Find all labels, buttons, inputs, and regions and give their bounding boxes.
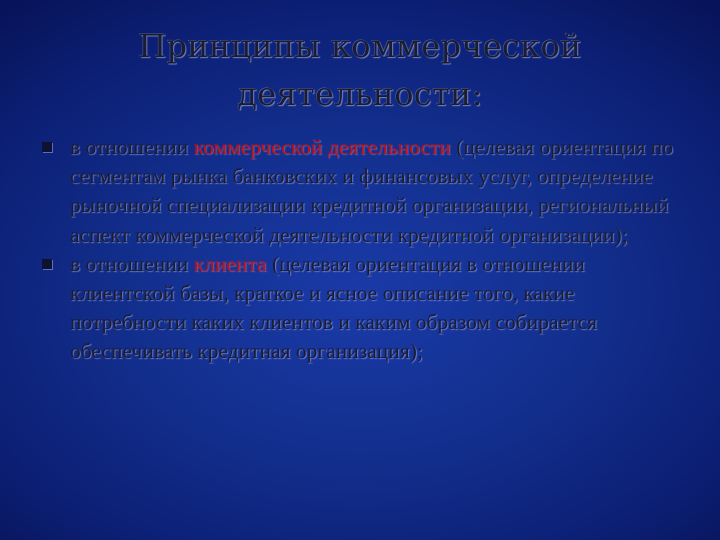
square-bullet-icon — [42, 259, 52, 269]
slide-title — [60, 22, 660, 118]
bullet-item-commercial-activity — [40, 133, 680, 250]
square-bullet-icon — [42, 142, 52, 152]
bullet-prefix: в отношении — [70, 135, 194, 159]
slide-title-line-2: деятельности: — [237, 75, 483, 113]
bullet-item-client — [40, 250, 680, 367]
bullet-prefix: в отношении — [70, 251, 194, 276]
slide-title-line-1: Принципы коммерческой — [138, 27, 582, 65]
bullet-text: (целевая ориентация в отношении клиентской базы, краткое и ясное описание того, какие потребности каких клиентов и каким образом собирается обеспечивать кредитная организация); — [70, 251, 598, 364]
bullet-highlight: клиента — [193, 251, 267, 276]
bullet-list — [40, 133, 680, 367]
bullet-text: (целевая ориентация по сегментам рынка банковских и финансовых услуг, определение рыночной специализации кредитной организации, региональный аспект коммерческой деятельности кредитной организации); — [70, 135, 674, 247]
bullet-highlight: коммерческой деятельности — [193, 135, 451, 159]
